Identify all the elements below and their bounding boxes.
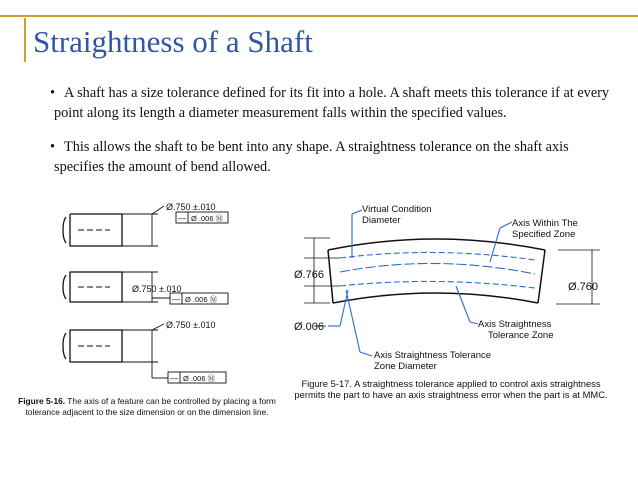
zone-upper-boundary	[340, 252, 535, 260]
bullet-text: This allows the shaft to be bent into any shape. A straightness tolerance on the shaft axis specifies the amount of bend allowed.	[54, 139, 569, 175]
caption-number: Figure 5-16.	[18, 396, 66, 406]
diameter-766-label: Ø.766	[294, 269, 324, 281]
straightness-symbol-icon: —	[170, 374, 178, 383]
zone-lower-boundary	[340, 281, 535, 288]
straightness-symbol-icon: —	[178, 214, 186, 223]
axis-straightness-label: Axis Straightness	[478, 319, 552, 330]
fcf-value: Ø .006 Ⓜ	[191, 214, 224, 223]
zone-diameter-label-2: Zone Diameter	[374, 361, 437, 372]
fcf-value: Ø .006 Ⓜ	[185, 295, 218, 304]
tolerance-zone-label: Tolerance Zone	[488, 330, 554, 341]
diameter-760-label: Ø.760	[568, 281, 598, 293]
axis-within-label: Axis Within The	[512, 218, 578, 229]
shaft-axis-line	[340, 263, 535, 274]
caption-text: The axis of a feature can be controlled by placing a form tolerance adjacent to the size dimension or on the dimension line.	[25, 396, 276, 417]
specified-zone-label: Specified Zone	[512, 229, 576, 240]
straightness-symbol-icon: —	[172, 295, 180, 304]
zone-diameter-label: Axis Straightness Tolerance	[374, 350, 492, 361]
fcf-value: Ø .006 Ⓜ	[183, 374, 216, 383]
bullet-dot-icon: •	[50, 139, 56, 155]
bullet-text: A shaft has a size tolerance defined for its fit into a hole. A shaft meets this tolerance if at every point along its length a diameter measurement falls within the specified values.	[54, 85, 610, 121]
diameter-label: Diameter	[362, 215, 401, 226]
size-dimension-label: Ø.750 ±.010	[166, 320, 216, 330]
bullet-dot-icon: •	[50, 85, 56, 101]
size-dimension-label: Ø.750 ±.010	[132, 284, 182, 294]
slide-title: Straightness of a Shaft	[33, 24, 313, 59]
figure-5-17-caption: Figure 5-17. A straightness tolerance applied to control axis straightness permits the part to have an axis straightness error when the part is at MMC.	[294, 378, 608, 400]
virtual-condition-label: Virtual Condition	[362, 204, 432, 215]
bent-shaft-top-edge	[328, 239, 545, 250]
size-dimension-label: Ø.750 ±.010	[166, 202, 216, 212]
diameter-006-label: Ø.006	[294, 321, 324, 333]
figure-5-16-caption	[14, 396, 280, 418]
bent-shaft-bottom-edge	[333, 293, 538, 303]
